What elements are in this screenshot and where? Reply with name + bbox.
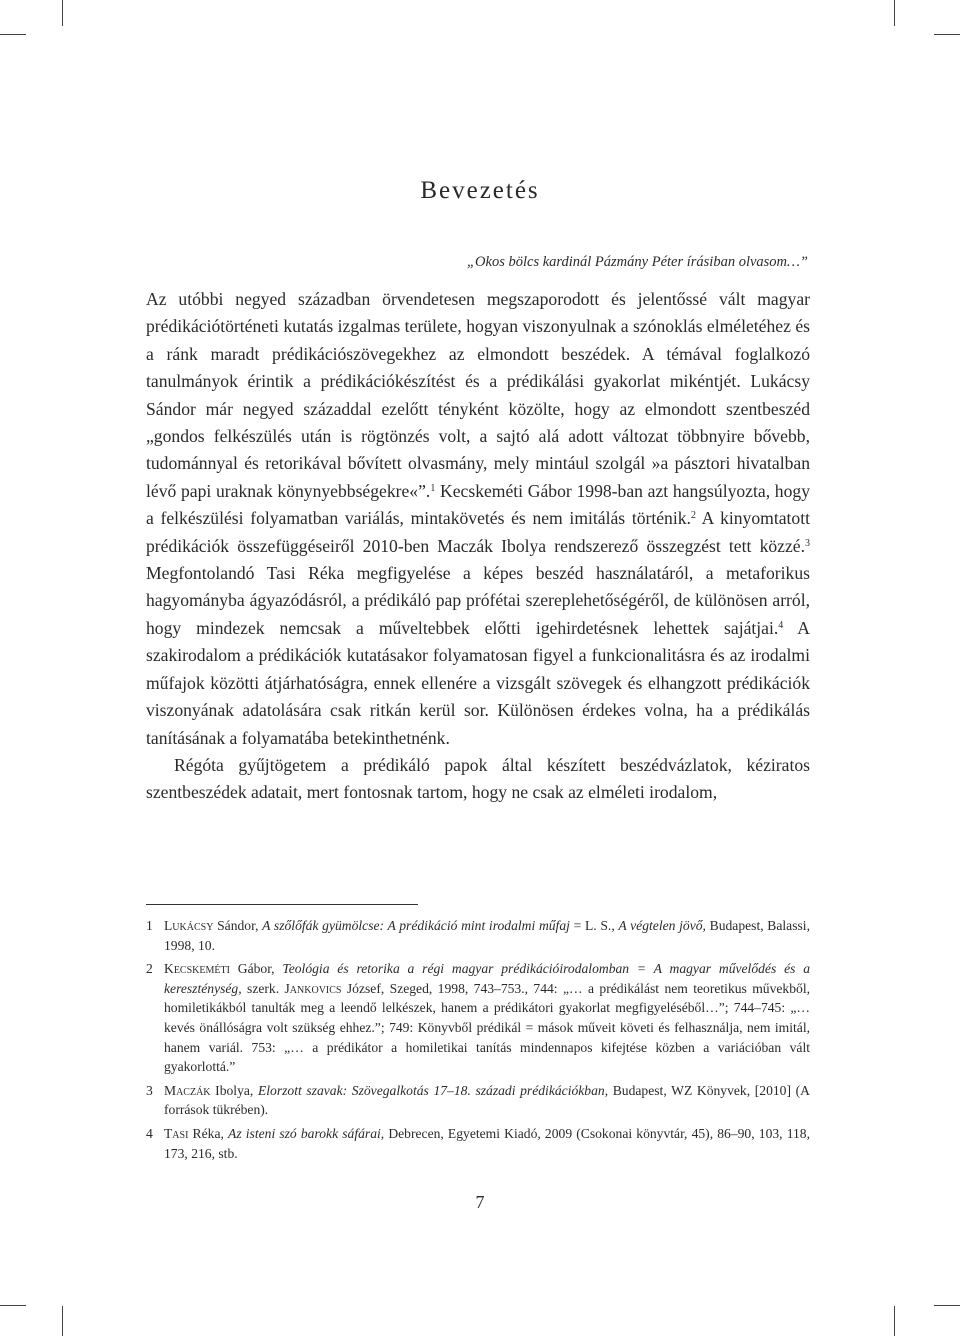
crop-mark bbox=[934, 1305, 960, 1306]
text-run: Gábor, bbox=[229, 961, 283, 977]
footnote bbox=[146, 916, 810, 955]
footnote bbox=[146, 1124, 810, 1163]
page-number: 7 bbox=[475, 1192, 485, 1212]
work-title: Az isteni szó barokk sáfárai, bbox=[228, 1125, 385, 1141]
text-run: A kinyomtatott prédikációk összefüggéseiről 2010-ben Maczák Ibolya rendszerező összegzést tett közzé. bbox=[146, 508, 810, 556]
paragraph bbox=[146, 286, 810, 752]
footnote-separator bbox=[146, 904, 418, 905]
text-run: Ibolya, bbox=[210, 1082, 258, 1098]
work-title: A végtelen jövő, bbox=[618, 918, 706, 933]
author-name: Tasi bbox=[164, 1125, 189, 1141]
work-title: A szőlőfák gyümölcse: A prédikáció mint irodalmi műfaj bbox=[262, 918, 570, 933]
crop-mark bbox=[894, 0, 895, 26]
crop-mark bbox=[934, 34, 960, 35]
footnote-ref[interactable]: 2 bbox=[690, 510, 696, 522]
text-run: = L. S., bbox=[569, 918, 619, 933]
epigraph: „Okos bölcs kardinál Pázmány Péter írásiban olvasom…” bbox=[466, 254, 808, 270]
footnote-number: 4 bbox=[146, 1125, 153, 1141]
text-run: Sándor, bbox=[213, 918, 263, 933]
text-run: Budapest, Balassi, 1998, 10. bbox=[164, 918, 810, 953]
footnotes bbox=[146, 916, 810, 1167]
paragraph: Régóta gyűjtögetem a prédikáló papok által készített beszédvázlatok, kéziratos szentbeszédek adatait, mert fontosnak tartom, hogy ne csak az elméleti irodalom, bbox=[146, 754, 810, 803]
crop-mark bbox=[0, 34, 26, 35]
footnote-ref[interactable]: 3 bbox=[805, 537, 810, 549]
text-run: Réka, bbox=[188, 1125, 229, 1141]
crop-mark bbox=[62, 0, 63, 26]
text-run: szerk. bbox=[241, 980, 285, 996]
footnote-ref[interactable]: 1 bbox=[430, 482, 436, 494]
text-run: József, Szeged, 1998, 743–753., 744: „… a prédikálást nem teoretikus művekből, homiletikákból tanulták meg a leendő lelkészek, hanem a prédikátori gyakorlat megfigyeléséből…”; 744–745: „… kevés önállóságra volt szükség ehhez.”; 749: Könyvből prédikál = mások műveit követi és felhasználja, nem imitál, hanem variál. 753: „… a prédikátor a homiletikai tanítás mindennapos kifejtése közben a variációban vált gyakorlottá.” bbox=[164, 980, 811, 1075]
author-name: Kecskeméti bbox=[164, 961, 230, 977]
text-run: Az utóbbi negyed században örvendetesen megszaporodott és jelentőssé vált magyar prédikációtörténeti kutatás izgalmas területe, hogyan viszonyulnak a szónoklás elméletéhez és a ránk maradt prédikációszövegekhez az elmondott beszédek. A témával foglalkozó tanulmányok érintik a prédikációkészítést és a prédikálási gyakorlat mikéntjét. Lukácsy Sándor már negyed századdal ezelőtt tényként közölte, hogy az elmondott szentbeszéd „gondos felkészülés után is rögtönzés volt, a sajtó alá adott változat többnyire bővebb, tudománnyal és retorikával bővített olvasmány, mely mintául szolgál »a pásztori hivatalban lévő papi uraknak könynyebbségekre«”. bbox=[146, 289, 810, 501]
text-run: A szakirodalom a prédikációk kutatásakor folyamatosan figyel a funkcionalitásra és az irodalmi műfajok közötti átjárhatóságra, ennek ellenére a vizsgált szövegek és elhangzott prédikációk viszonyának adatolására csak ritkán kerül sor. Különösen érdekes volna, ha a prédikálás tanításának a folyamatába betekinthetnénk. bbox=[146, 617, 810, 748]
crop-mark bbox=[894, 1306, 895, 1336]
text-run: Kecskeméti Gábor 1998-ban azt hangsúlyozta, hogy a felkészülési folyamatban variálás, mintakövetés és nem imitálás történik. bbox=[146, 480, 810, 529]
footnote bbox=[146, 1081, 810, 1120]
crop-mark bbox=[0, 1305, 26, 1306]
crop-mark bbox=[62, 1306, 63, 1336]
text-run: Debrecen, Egyetemi Kiadó, 2009 (Csokonai könyvtár, 45), 86–90, 103, 118, 173, 216, stb. bbox=[164, 1125, 810, 1161]
chapter-title: Bevezetés bbox=[420, 177, 540, 204]
footnote-ref[interactable]: 4 bbox=[778, 619, 784, 631]
main-text bbox=[146, 286, 810, 807]
work-title: Elorzott szavak: Szövegalkotás 17–18. századi prédikációkban bbox=[257, 1082, 605, 1098]
footnote-number: 1 bbox=[146, 918, 153, 933]
author-name: Lukácsy bbox=[164, 918, 214, 933]
footnote-number: 2 bbox=[146, 961, 153, 977]
footnote bbox=[146, 959, 810, 1077]
text-run: , Budapest, WZ Könyvek, [2010] (A források tükrében). bbox=[164, 1082, 810, 1118]
footnote-number: 3 bbox=[146, 1082, 153, 1098]
work-title: Teológia és retorika a régi magyar prédikációirodalomban = A magyar művelődés és a kereszténység, bbox=[164, 961, 811, 996]
author-name: Maczák bbox=[164, 1082, 211, 1098]
text-run: Megfontolandó Tasi Réka megfigyelése a képes beszéd használatáról, a metaforikus hagyományba ágyazódásról, a prédikáló pap prófétai szereplehetőségéről, de különösen arról, hogy mindezek nemcsak a műveltebbek előtti igehirdetésnek lehettek sajátjai. bbox=[146, 563, 810, 638]
editor-name: Jankovics bbox=[284, 980, 342, 996]
